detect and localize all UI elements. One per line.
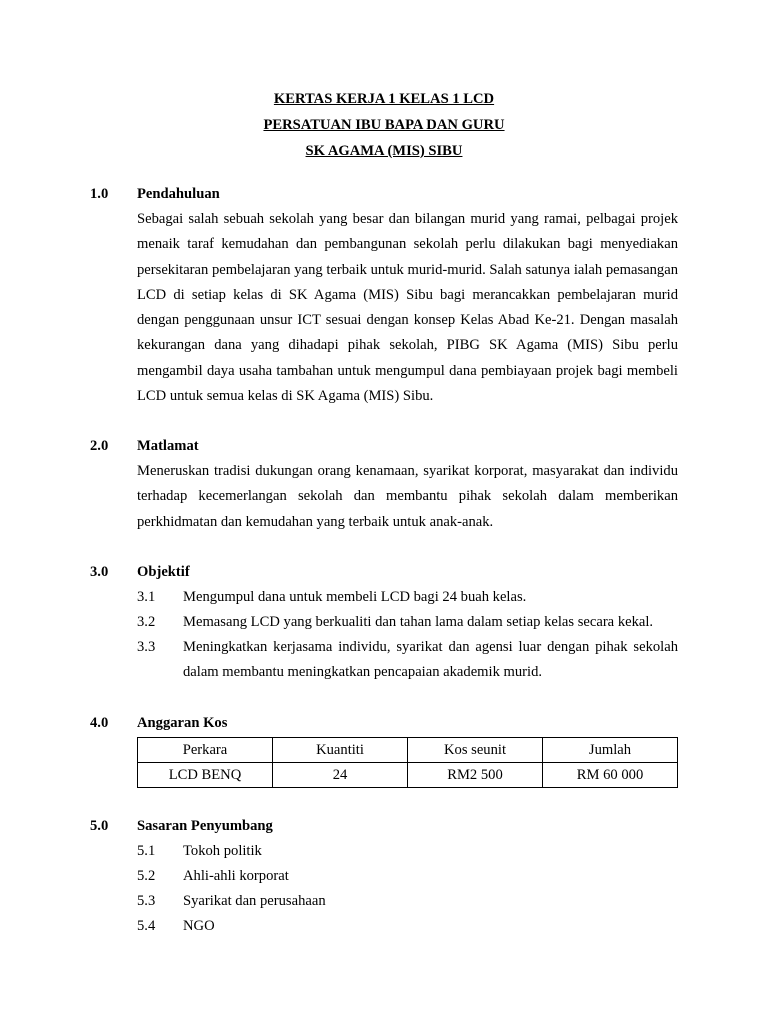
- list-item: [137, 585, 678, 610]
- title-line-1: KERTAS KERJA 1 KELAS 1 LCD: [273, 91, 495, 107]
- list-item: [137, 914, 678, 939]
- column-header: Kos seunit: [408, 738, 543, 763]
- table-row: [138, 763, 678, 788]
- section-body: Sebagai salah sebuah sekolah yang besar dan bilangan murid yang ramai, pelbagai projek menaik taraf kemudahan dan pembangunan sekolah perlu dilakukan bagi menyediakan persekitaran pembelajaran yang terbaik untuk murid-murid. Salah satunya ialah pemasangan LCD di setiap kelas di SK Agama (MIS) Sibu bagi merancakkan pembelajaran murid dengan penggunaan unsur ICT sesuai dengan konsep Kelas Abad Ke-21. Dengan masalah kekurangan dana yang dihadapi pihak sekolah, PIBG SK Agama (MIS) Sibu perlu mengambil daya usaha tambahan untuk mengumpul dana pembiayaan projek bagi membeli LCD untuk semua kelas di SK Agama (MIS) Sibu.: [137, 211, 678, 405]
- table-cell: RM2 500: [408, 763, 543, 788]
- column-header: Jumlah: [543, 738, 678, 763]
- list-item: [137, 889, 678, 914]
- item-number: 3.2: [137, 614, 156, 630]
- section-heading: Sasaran Penyumbang: [137, 818, 273, 834]
- section-number: 4.0: [90, 715, 109, 731]
- item-number: 5.4: [137, 918, 156, 934]
- item-number: 5.2: [137, 868, 156, 884]
- item-text: Tokoh politik: [183, 843, 262, 859]
- section-number: 1.0: [90, 186, 109, 202]
- item-text: Ahli-ahli korporat: [183, 868, 289, 884]
- section-heading: Matlamat: [137, 438, 199, 454]
- section-heading: Pendahuluan: [137, 186, 220, 202]
- item-text: Mengumpul dana untuk membeli LCD bagi 24 buah kelas.: [183, 589, 527, 605]
- title-line-3: SK AGAMA (MIS) SIBU: [305, 143, 463, 159]
- section-objectives: [90, 560, 678, 685]
- list-item: [137, 864, 678, 889]
- section-budget: [90, 711, 678, 788]
- list-item: [137, 839, 678, 864]
- column-header: Kuantiti: [273, 738, 408, 763]
- item-number: 5.3: [137, 893, 156, 909]
- section-heading: Anggaran Kos: [137, 715, 228, 731]
- section-number: 5.0: [90, 818, 109, 834]
- section-goal: [90, 434, 678, 535]
- list-item: [137, 610, 678, 635]
- section-number: 2.0: [90, 438, 109, 454]
- list-item: [137, 635, 678, 685]
- item-text: Syarikat dan perusahaan: [183, 893, 326, 909]
- document-title: [0, 86, 768, 164]
- item-text: Memasang LCD yang berkualiti dan tahan lama dalam setiap kelas secara kekal.: [183, 614, 654, 630]
- table-header-row: [138, 738, 678, 763]
- table-cell: RM 60 000: [543, 763, 678, 788]
- item-text: Meningkatkan kerjasama individu, syarikat dan agensi luar dengan pihak sekolah dalam membantu meningkatkan pencapaian akademik murid.: [183, 639, 678, 680]
- section-donors: [90, 814, 678, 939]
- cost-table: [137, 737, 678, 788]
- item-number: 3.3: [137, 639, 156, 655]
- table-cell: 24: [273, 763, 408, 788]
- item-number: 5.1: [137, 843, 156, 859]
- column-header: Perkara: [138, 738, 273, 763]
- section-body: Meneruskan tradisi dukungan orang kenamaan, syarikat korporat, masyarakat dan individu terhadap kecemerlangan sekolah dan membantu pihak sekolah dalam memberikan perkhidmatan dan kemudahan yang terbaik untuk anak-anak.: [137, 463, 678, 530]
- section-heading: Objektif: [137, 564, 190, 580]
- item-number: 3.1: [137, 589, 156, 605]
- table-cell: LCD BENQ: [138, 763, 273, 788]
- title-line-2: PERSATUAN IBU BAPA DAN GURU: [263, 117, 505, 133]
- section-introduction: [90, 182, 678, 409]
- section-number: 3.0: [90, 564, 109, 580]
- item-text: NGO: [183, 918, 215, 934]
